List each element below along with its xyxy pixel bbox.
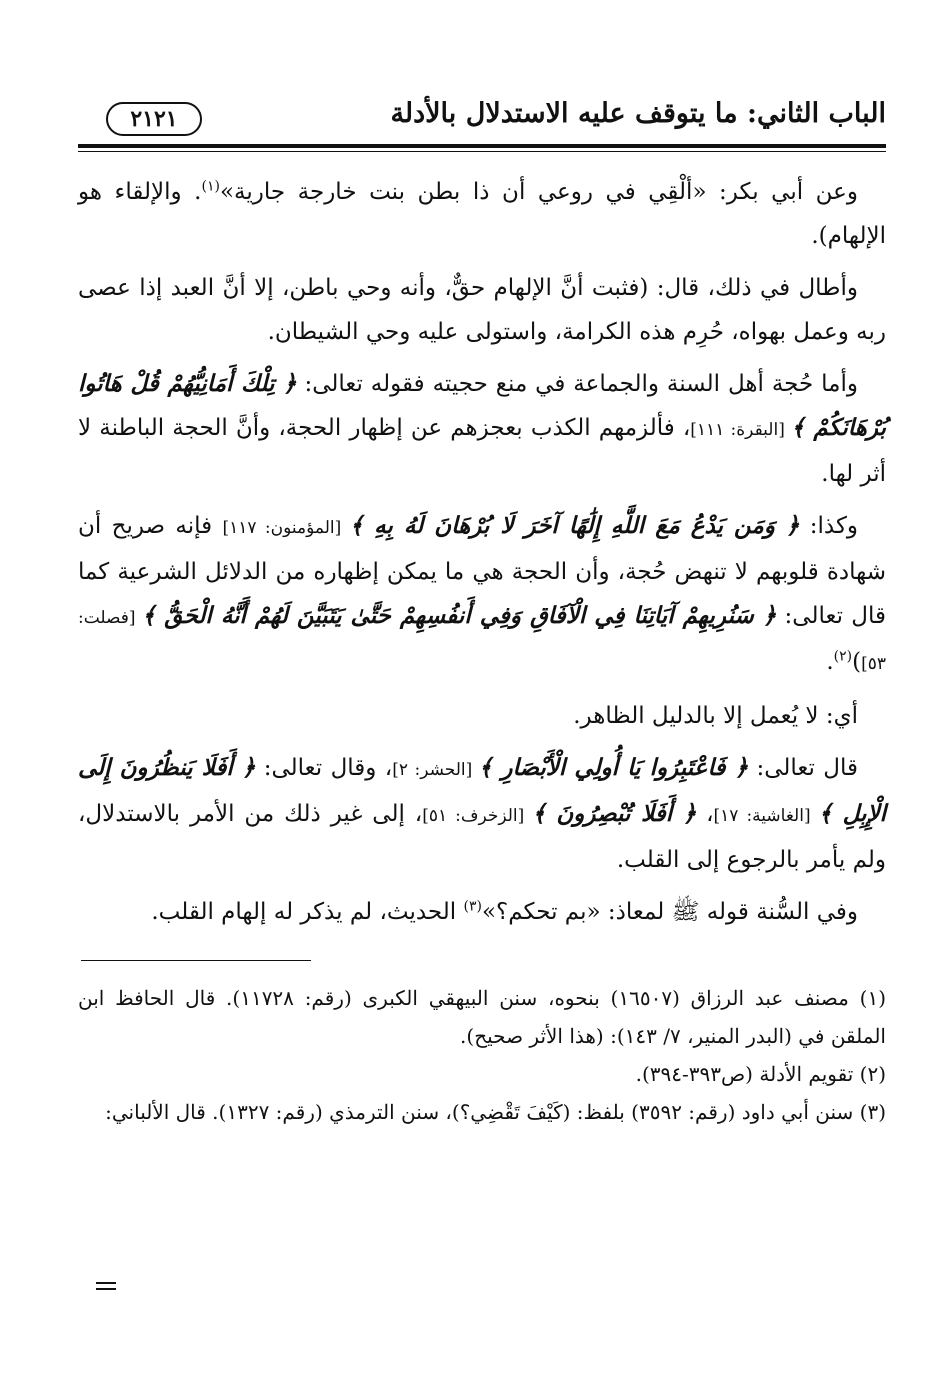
footnote-1: (١) مصنف عبد الرزاق (١٦٥٠٧) بنحوه، سنن البيهقي الكبرى (رقم: ١١٧٢٨). قال الحافظ ابن الملقن في (البدر المنير، ٧/ ١٤٣): (هذا الأثر صحيح). [78, 986, 886, 1048]
paragraph-4: وكذا: ﴿ وَمَن يَدْعُ مَعَ اللَّهِ إِلَٰهًا آخَرَ لَا بُرْهَانَ لَهُ بِهِ ﴾ [المؤمنون: ١١٧] فإنه صريح أن شهادة قلوبهم لا تنهض حُجة، وأن الحجة هي ما يمكن إظهاره من الدلائل الشرعية كما قال تعالى: ﴿ سَنُرِيهِمْ آيَاتِنَا فِي الْآفَاقِ وَفِي أَنفُسِهِمْ حَتَّىٰ يَتَبَيَّنَ لَهُمْ أَنَّهُ الْحَقُّ ﴾ [فصلت: ٥٣])$^{(٢)}$. [78, 512, 886, 675]
quran-verse: ﴿ وَمَن يَدْعُ مَعَ اللَّهِ إِلَٰهًا آخَرَ لَا بُرْهَانَ لَهُ بِهِ ﴾ [349, 512, 800, 539]
page-header [78, 88, 886, 144]
verse-reference: [البقرة: ١١١] [690, 420, 792, 440]
footnote-marker: (٣) [463, 898, 482, 915]
verse-reference: [الحشر: ٢] [392, 760, 479, 780]
chapter-title: الباب الثاني: ما يتوقف عليه الاستدلال بالأدلة [390, 98, 886, 129]
continuation-mark [96, 1282, 116, 1294]
verse-reference: [الزخرف: ٥١] [422, 806, 533, 826]
verse-reference: [فصلت: ٥٣] [78, 608, 886, 674]
footnote-marker: (١) [201, 178, 220, 195]
verse-reference: [الغاشية: ١٧] [713, 806, 819, 826]
paragraph-2: وأطال في ذلك، قال: (فثبت أنَّ الإلهام حقٌّ، وأنه وحي باطن، إلا أنَّ العبد إذا عصى ربه وعمل بهواه، حُرِم هذه الكرامة، واستولى عليه وحي الشيطان. [78, 275, 886, 345]
page-number: ٢١٢١ [106, 102, 202, 136]
paragraph-3: وأما حُجة أهل السنة والجماعة في منع حجيته فقوله تعالى: ﴿ تِلْكَ أَمَانِيُّهُمْ قُلْ هَاتُوا بُرْهَانَكُمْ ﴾ [البقرة: ١١١]، فألزمهم الكذب بعجزهم عن إظهار الحجة، وأنَّ الحجة الباطنة لا أثر لها. [78, 370, 887, 487]
header-rule-thin [78, 151, 886, 152]
quran-verse: ﴿ أَفَلَا تُبْصِرُونَ ﴾ [532, 800, 697, 827]
paragraph-5: أي: لا يُعمل إلا بالدليل الظاهر. [573, 703, 858, 729]
quran-verse: ﴿ أَفَلَا يَنظُرُونَ إِلَى الْإِبِلِ ﴾ [78, 754, 887, 827]
footnotes [78, 979, 886, 1131]
footnote-3: (٣) سنن أبي داود (رقم: ٣٥٩٢) بلفظ: (كَيْفَ تَقْضِي؟)، سنن الترمذي (رقم: ١٣٢٧). قال الألباني: [105, 1100, 886, 1124]
paragraph-7: وفي السُّنة قوله ﷺ لمعاذ: «بم تحكم؟»$^{(٣)}$ الحديث، لم يذكر له إلهام القلب. [151, 898, 858, 925]
paragraph-6: قال تعالى: ﴿ فَاعْتَبِرُوا يَا أُولِي الْأَبْصَارِ ﴾ [الحشر: ٢]، وقال تعالى: ﴿ أَفَلَا يَنظُرُونَ إِلَى الْإِبِلِ ﴾ [الغاشية: ١٧]، ﴿ أَفَلَا تُبْصِرُونَ ﴾ [الزخرف: ٥١]، إلى غير ذلك من الأمر بالاستدلال، ولم يأمر بالرجوع إلى القلب. [78, 754, 887, 873]
footnote-2: (٢) تقويم الأدلة (ص٣٩٣-٣٩٤). [635, 1062, 886, 1086]
quran-verse: ﴿ سَنُرِيهِمْ آيَاتِنَا فِي الْآفَاقِ وَفِي أَنفُسِهِمْ حَتَّىٰ يَتَبَيَّنَ لَهُمْ أَنَّهُ الْحَقُّ ﴾ [141, 602, 777, 629]
footnote-marker: (٢) [833, 648, 853, 665]
paragraph-1: وعن أبي بكر: «ألْقِي في روعي أن ذا بطن بنت خارجة جارية»$^{(١)}$. والإلقاء هو الإلهام). [78, 178, 886, 249]
page [78, 88, 886, 1131]
footnote-divider [81, 960, 311, 961]
body-text [78, 170, 886, 934]
quran-verse: ﴿ تِلْكَ أَمَانِيُّهُمْ قُلْ هَاتُوا بُرْهَانَكُمْ ﴾ [78, 370, 887, 441]
verse-reference: [المؤمنون: ١١٧] [222, 518, 350, 538]
header-rule-thick [78, 144, 886, 148]
quran-verse: ﴿ فَاعْتَبِرُوا يَا أُولِي الْأَبْصَارِ ﴾ [478, 754, 749, 781]
